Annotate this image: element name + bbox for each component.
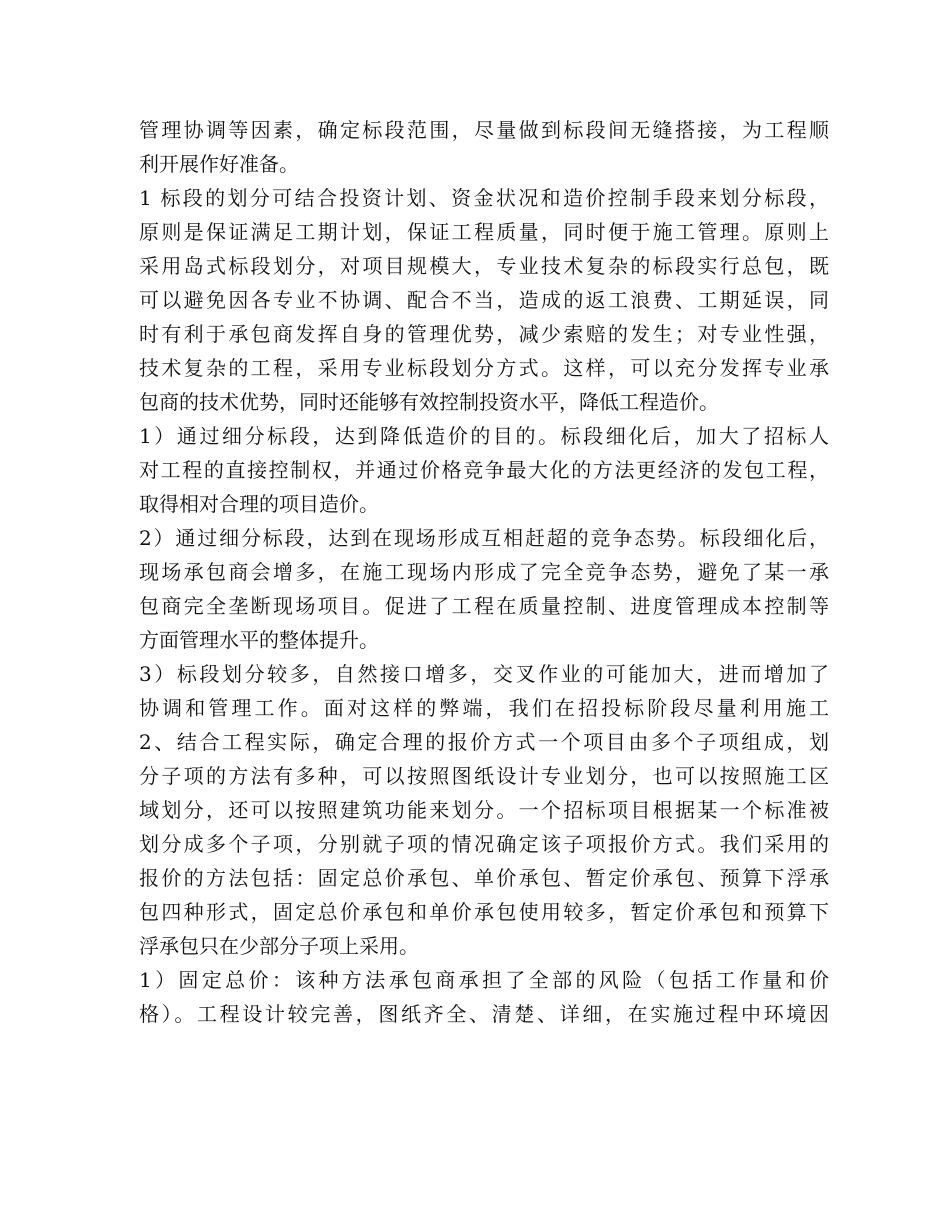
text-line: 分子项的方法有多种，可以按照图纸设计专业划分，也可以按照施工区 (139, 764, 829, 788)
text-line: 1 标段的划分可结合投资计划、资金状况和造价控制手段来划分标段， (139, 186, 829, 210)
text-line: 1）固定总价：该种方法承包商承担了全部的风险（包括工作量和价 (139, 968, 829, 992)
text-line: 方面管理水平的整体提升。 (139, 628, 379, 652)
text-line: 取得相对合理的项目造价。 (139, 492, 379, 516)
text-line: 3）标段划分较多，自然接口增多，交叉作业的可能加大，进而增加了 (139, 662, 829, 686)
text-line: 浮承包只在少部分子项上采用。 (139, 934, 419, 958)
text-line: 利开展作好准备。 (139, 152, 299, 176)
text-line: 技术复杂的工程，采用专业标段划分方式。这样，可以充分发挥专业承 (139, 356, 829, 380)
text-line: 包商的技术优势，同时还能够有效控制投资水平，降低工程造价。 (139, 390, 719, 414)
text-line: 现场承包商会增多，在施工现场内形成了完全竞争态势，避免了某一承 (139, 560, 829, 584)
text-line: 可以避免因各专业不协调、配合不当，造成的返工浪费、工期延误，同 (139, 288, 829, 312)
text-line: 对工程的直接控制权，并通过价格竞争最大化的方法更经济的发包工程， (139, 458, 829, 482)
text-line: 格）。工程设计较完善，图纸齐全、清楚、详细，在实施过程中环境因 (139, 1002, 829, 1026)
text-line: 2、结合工程实际，确定合理的报价方式一个项目由多个子项组成，划 (139, 730, 829, 754)
text-line: 协调和管理工作。面对这样的弊端，我们在招投标阶段尽量利用施工 (139, 696, 829, 720)
text-line: 报价的方法包括：固定总价承包、单价承包、暂定价承包、预算下浮承 (139, 866, 829, 890)
text-line: 原则是保证满足工期计划，保证工程质量，同时便于施工管理。原则上 (139, 220, 829, 244)
text-line: 2）通过细分标段，达到在现场形成互相赶超的竞争态势。标段细化后， (139, 526, 829, 550)
text-line: 管理协调等因素，确定标段范围，尽量做到标段间无缝搭接，为工程顺 (139, 118, 829, 142)
text-line: 域划分，还可以按照建筑功能来划分。一个招标项目根据某一个标准被 (139, 798, 829, 822)
document-body (139, 113, 829, 1031)
text-line: 包商完全垄断现场项目。促进了工程在质量控制、进度管理成本控制等 (139, 594, 829, 618)
text-line: 时有利于承包商发挥自身的管理优势，减少索赔的发生；对专业性强， (139, 322, 829, 346)
text-line: 包四种形式，固定总价承包和单价承包使用较多，暂定价承包和预算下 (139, 900, 829, 924)
text-line: 划分成多个子项，分别就子项的情况确定该子项报价方式。我们采用的 (139, 832, 829, 856)
text-line: 采用岛式标段划分，对项目规模大，专业技术复杂的标段实行总包，既 (139, 254, 829, 278)
text-line: 1）通过细分标段，达到降低造价的目的。标段细化后，加大了招标人 (139, 424, 829, 448)
